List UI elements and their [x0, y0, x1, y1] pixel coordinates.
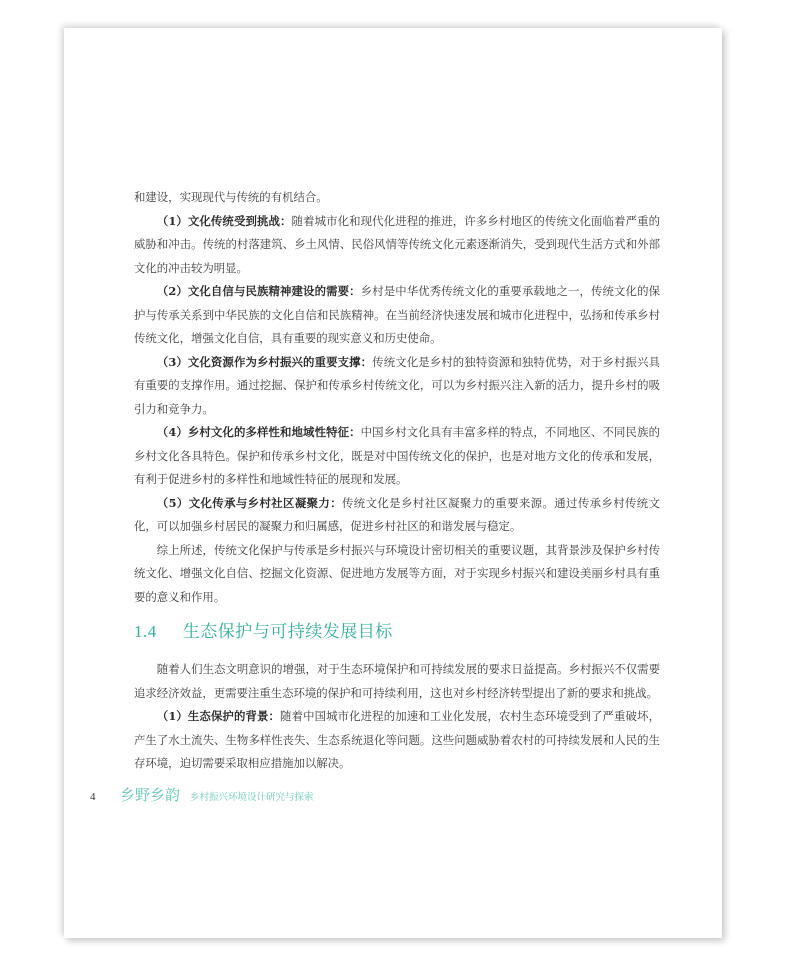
section-body [134, 658, 660, 776]
item-lead: （1）生态保护的背景： [156, 709, 281, 723]
continuation-paragraph: 和建设，实现现代与传统的有机结合。 [134, 190, 328, 204]
list-item [134, 421, 660, 492]
item-text: 随着中国城市化进程的加速和工业化发展，农村生态环境受到了严重破坏，产生了水土流失、生物多样性丧失、生态系统退化等问题。这些问题威胁着农村的可持续发展和人民的生存环境，迫切需要采取相应措施加以解决。 [134, 709, 660, 770]
item-lead: （4）乡村文化的多样性和地域性特征： [156, 425, 361, 439]
section-intro: 随着人们生态文明意识的增强，对于生态环境保护和可持续发展的要求日益提高。乡村振兴不仅需要追求经济效益，更需要注重生态环境的保护和可持续利用，这也对乡村经济转型提出了新的要求和挑战。 [134, 662, 660, 700]
item-text: 乡村是中华优秀传统文化的重要承载地之一，传统文化的保护与传承关系到中华民族的文化自信和民族精神。在当前经济快速发展和城市化进程中，弘扬和传承乡村传统文化，增强文化自信，具有重要的现实意义和历史使命。 [134, 284, 660, 345]
list-item [134, 210, 660, 281]
item-lead: （1）文化传统受到挑战： [156, 213, 292, 228]
item-lead: （5）文化传承与乡村社区凝聚力： [156, 495, 342, 510]
book-subtitle: 乡村振兴环境设计研究与探索 [190, 792, 314, 803]
list-item [134, 492, 660, 539]
item-lead: （2）文化自信与民族精神建设的需要： [156, 284, 361, 298]
list-item [134, 351, 660, 422]
item-text: 中国乡村文化具有丰富多样的特点，不同地区、不同民族的乡村文化各具特色。保护和传承乡村文化，既是对中国传统文化的保护，也是对地方文化的传承和发展，有利于促进乡村的多样性和地域性特征的展现和发展。 [134, 425, 660, 486]
list-item [134, 705, 660, 776]
document-page [64, 28, 722, 938]
summary-paragraph: 综上所述，传统文化保护与传承是乡村振兴与环境设计密切相关的重要议题，其背景涉及保护乡村传统文化、增强文化自信、挖掘文化资源、促进地方发展等方面，对于实现乡村振兴和建设美丽乡村具有重要的意义和作用。 [134, 542, 660, 604]
section-heading [134, 617, 393, 642]
page-footer [90, 784, 314, 808]
book-brand: 乡野乡韵 [120, 786, 181, 804]
item-lead: （3）文化资源作为乡村振兴的重要支撑： [156, 354, 373, 369]
body-text-block [134, 186, 660, 609]
item-text: 传统文化是乡村社区凝聚力的重要来源。通过传承乡村传统文化，可以加强乡村居民的凝聚力和归属感，促进乡村社区的和谐发展与稳定。 [134, 495, 660, 533]
page-number: 4 [90, 791, 96, 803]
list-item [134, 280, 660, 351]
section-number: 1.4 [134, 622, 157, 641]
item-text: 传统文化是乡村的独特资源和独特优势，对于乡村振兴具有重要的支撑作用。通过挖掘、保护和传承乡村传统文化，可以为乡村振兴注入新的活力，提升乡村的吸引力和竞争力。 [134, 354, 660, 416]
item-text: 随着城市化和现代化进程的推进，许多乡村地区的传统文化面临着严重的威胁和冲击。传统的村落建筑、乡土风情、民俗风情等传统文化元素逐渐消失，受到现代生活方式和外部文化的冲击较为明显。 [134, 213, 660, 275]
section-title-text: 生态保护与可持续发展目标 [182, 622, 393, 642]
